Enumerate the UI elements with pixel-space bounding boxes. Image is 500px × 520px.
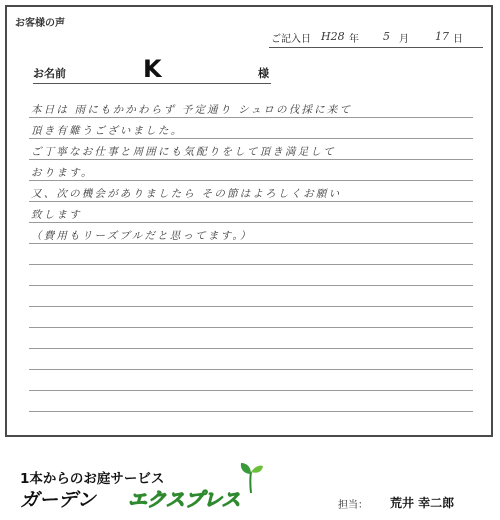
ruled-line — [29, 390, 473, 391]
message-line: おります。 — [31, 167, 94, 179]
ruled-line — [29, 243, 473, 244]
ruled-line — [29, 327, 473, 328]
date-day: 17 — [435, 30, 449, 43]
name-field — [33, 55, 271, 84]
ruled-line — [29, 159, 473, 160]
message-line: 致します — [31, 209, 82, 221]
staff-label: 担当： — [338, 500, 368, 511]
ruled-line — [29, 411, 473, 412]
name-label: お名前 — [33, 67, 66, 80]
ruled-line — [29, 117, 473, 118]
message-line: 又、次の機会がありましたら その節はよろしくお願い — [31, 188, 342, 200]
customer-voice-card — [5, 5, 493, 437]
name-value: K — [143, 55, 162, 83]
ruled-line — [29, 264, 473, 265]
sprout-icon — [238, 460, 264, 494]
date-day-unit: 日 — [453, 34, 463, 45]
brand-tagline: 1本からのお庭サービス — [20, 471, 165, 487]
ruled-line — [29, 348, 473, 349]
brand-accent: エクスプレス — [128, 489, 241, 511]
ruled-line — [29, 138, 473, 139]
brand-name: ガーデン — [20, 489, 96, 511]
card-heading: お客様の声 — [15, 18, 65, 29]
date-field — [269, 29, 483, 48]
ruled-line — [29, 201, 473, 202]
staff-name: 荒井 幸二郎 — [390, 496, 455, 510]
ruled-line — [29, 369, 473, 370]
ruled-line — [29, 222, 473, 223]
date-month: 5 — [383, 30, 390, 43]
date-label: ご記入日 — [271, 34, 311, 45]
ruled-line — [29, 285, 473, 286]
ruled-line — [29, 180, 473, 181]
date-month-unit: 月 — [399, 34, 409, 45]
message-line: （費用もリーズブルだと思ってます。） — [31, 230, 253, 242]
date-year-unit: 年 — [349, 34, 359, 45]
date-era-year: H28 — [321, 30, 345, 43]
message-line: 本日は 雨にもかかわらず 予定通り シュロの伐採に来て — [31, 104, 353, 116]
ruled-line — [29, 306, 473, 307]
name-suffix: 様 — [258, 67, 269, 80]
message-line: ご丁寧なお仕事と周囲にも気配りをして頂き満足して — [31, 146, 336, 158]
message-line: 頂き有難うございました。 — [31, 125, 184, 137]
